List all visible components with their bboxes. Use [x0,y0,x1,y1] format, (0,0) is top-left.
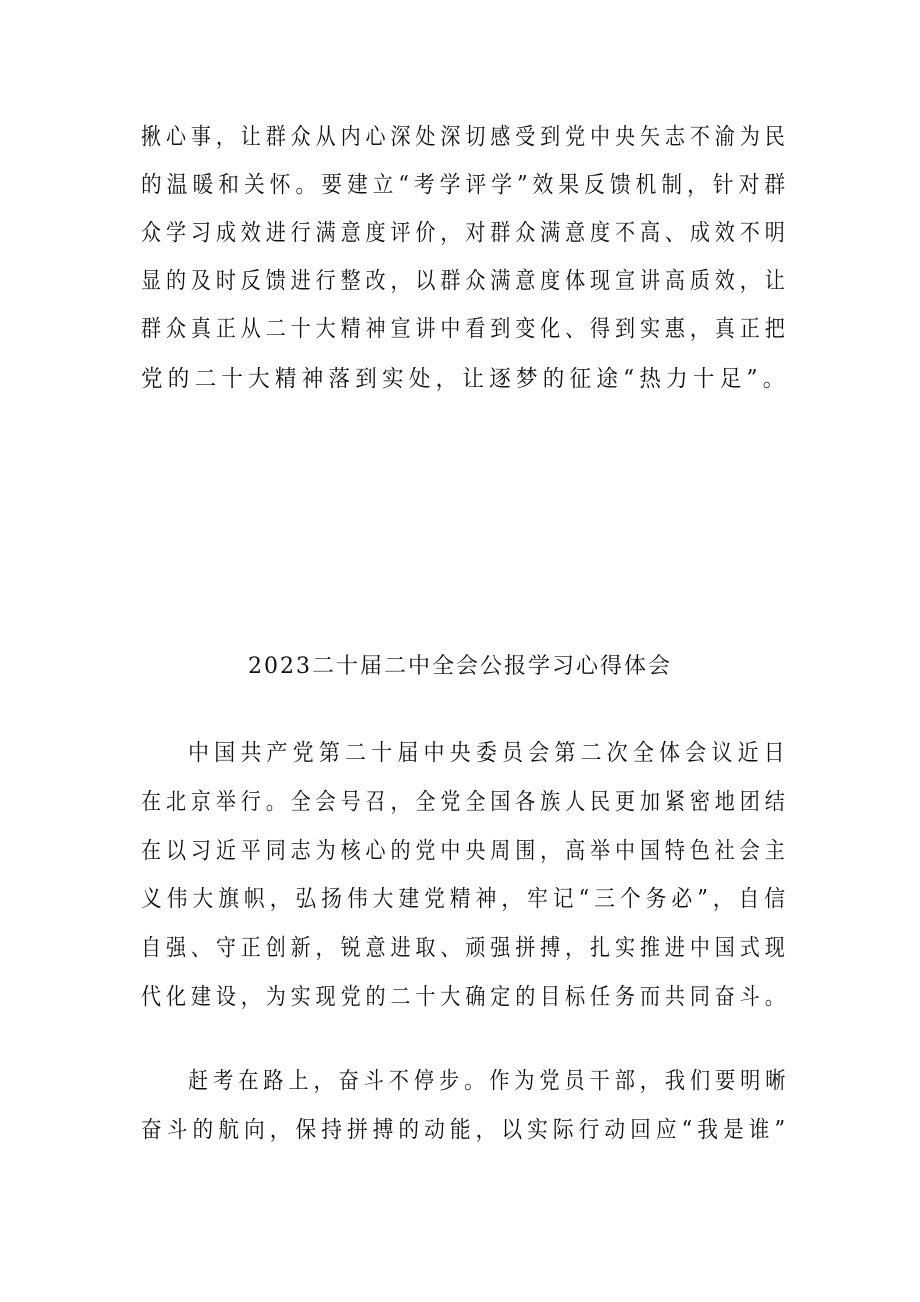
paragraph1-line-1: 中国共产党第二十届中央委员会第二次全体会议近日 [188,740,790,766]
continuation-line-4: 显的及时反馈进行整改，以群众满意度体现宣讲高质效，让 [141,268,790,294]
continuation-line-1: 揪心事，让群众从内心深处深切感受到党中央矢志不渝为民 [141,124,790,150]
paragraph1-line-2: 在北京举行。全会号召，全党全国各族人民更加紧密地团结 [141,789,790,815]
paragraph1-line-5: 自强、守正创新，锐意进取、顽强拼搏，扎实推进中国式现 [141,935,790,961]
paragraph1-line-3: 在以习近平同志为核心的党中央周围，高举中国特色社会主 [141,838,790,864]
paragraph2-line-2: 奋斗的航向，保持拼搏的动能，以实际行动回应“我是谁” [141,1117,791,1143]
paragraph2-line-1: 赶考在路上，奋斗不停步。作为党员干部，我们要明晰 [188,1068,791,1094]
continuation-line-2: 的温暖和关怀。要建立“考学评学”效果反馈机制，针对群 [141,172,791,198]
paragraph1-line-6: 代化建设，为实现党的二十大确定的目标任务而共同奋斗。 [141,984,790,1010]
continuation-line-6: 党的二十大精神落到实处，让逐梦的征途“热力十足”。 [141,366,790,392]
article-title: 2023二十届二中全会公报学习心得体会 [248,654,672,679]
continuation-line-3: 众学习成效进行满意度评价，对群众满意度不高、成效不明 [141,220,790,246]
continuation-line-5: 群众真正从二十大精神宣讲中看到变化、得到实惠，真正把 [141,316,790,342]
paragraph1-line-4: 义伟大旗帜，弘扬伟大建党精神，牢记“三个务必”，自信 [141,886,791,912]
